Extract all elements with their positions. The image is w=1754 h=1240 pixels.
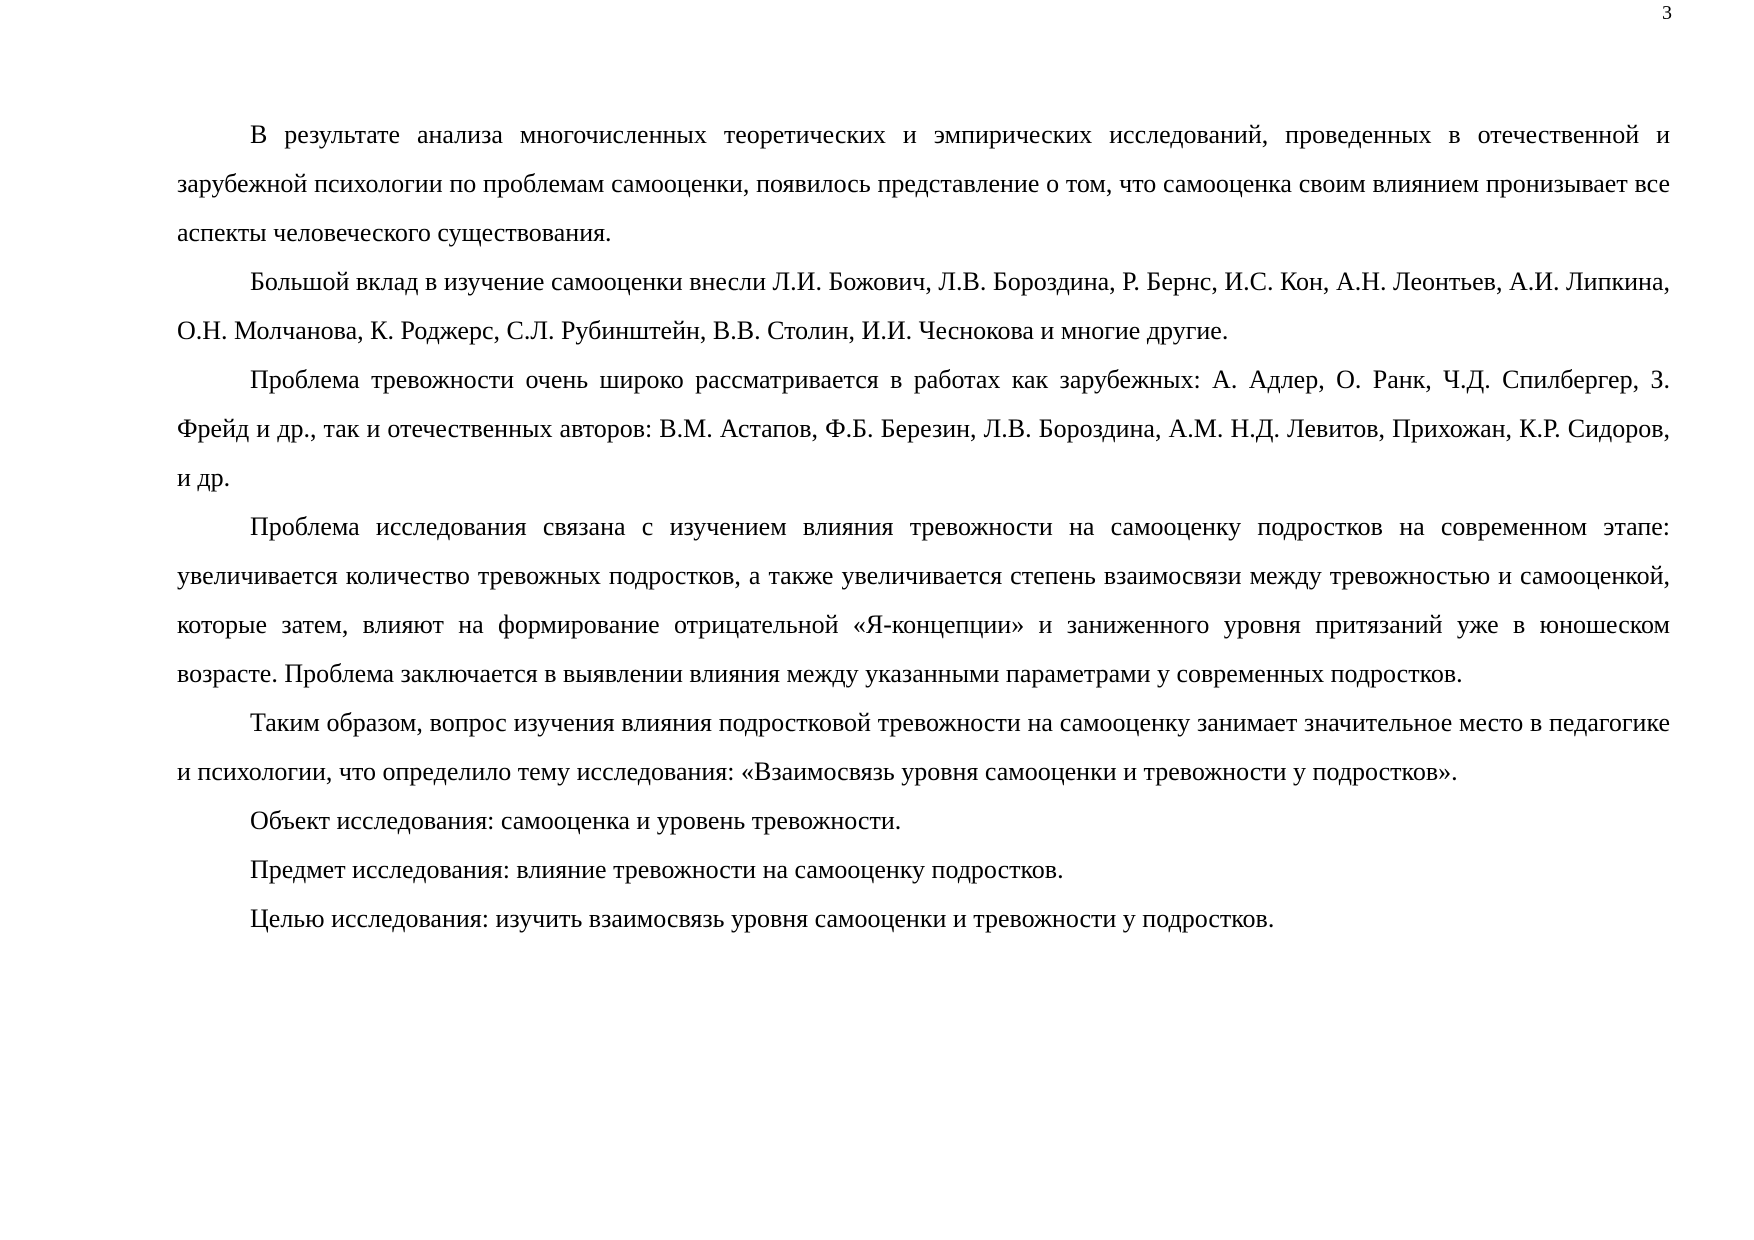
page-number: 3 [1662, 2, 1672, 24]
paragraph-research-problem: Проблема исследования связана с изучением влияния тревожности на самооценку подростков на современном этапе: увеличивается количество тревожных подростков, а также увеличивается степень взаимосвязи между тревожностью и самооценкой, которые затем, влияют на формирование отрицательной «Я-концепции» и заниженного уровня притязаний уже в юношеском возрасте. Проблема заключается в выявлении влияния между указанными параметрами у современных подростков. [177, 512, 1670, 688]
paragraph-self-esteem-authors: Большой вклад в изучение самооценки внесли Л.И. Божович, Л.В. Бороздина, Р. Бернс, И.С. Кон, А.Н. Леонтьев, А.И. Липкина, О.Н. Молчанова, К. Роджерс, С.Л. Рубинштейн, В.В. Столин, И.И. Чеснокова и многие другие. [177, 267, 1670, 345]
paragraph-self-esteem-intro: В результате анализа многочисленных теоретических и эмпирических исследований, проведенных в отечественной и зарубежной психологии по проблемам самооценки, появилось представление о том, что самооценка своим влиянием пронизывает все аспекты человеческого существования. [177, 120, 1670, 247]
paragraph-anxiety-authors: Проблема тревожности очень широко рассматривается в работах как зарубежных: А. Адлер, О. Ранк, Ч.Д. Спилбергер, З. Фрейд и др., так и отечественных авторов: В.М. Астапов, Ф.Б. Березин, Л.В. Бороздина, А.М. Н.Д. Левитов, Прихожан, К.Р. Сидоров, и др. [177, 365, 1670, 492]
paragraph-research-object: Объект исследования: самооценка и уровень тревожности. [250, 806, 902, 835]
paragraph-research-subject: Предмет исследования: влияние тревожности на самооценку подростков. [250, 855, 1064, 884]
paragraph-research-goal: Целью исследования: изучить взаимосвязь уровня самооценки и тревожности у подростков. [250, 904, 1275, 933]
document-body [177, 110, 1670, 943]
paragraph-research-topic: Таким образом, вопрос изучения влияния подростковой тревожности на самооценку занимает значительное место в педагогике и психологии, что определило тему исследования: «Взаимосвязь уровня самооценки и тревожности у подростков». [177, 708, 1670, 786]
